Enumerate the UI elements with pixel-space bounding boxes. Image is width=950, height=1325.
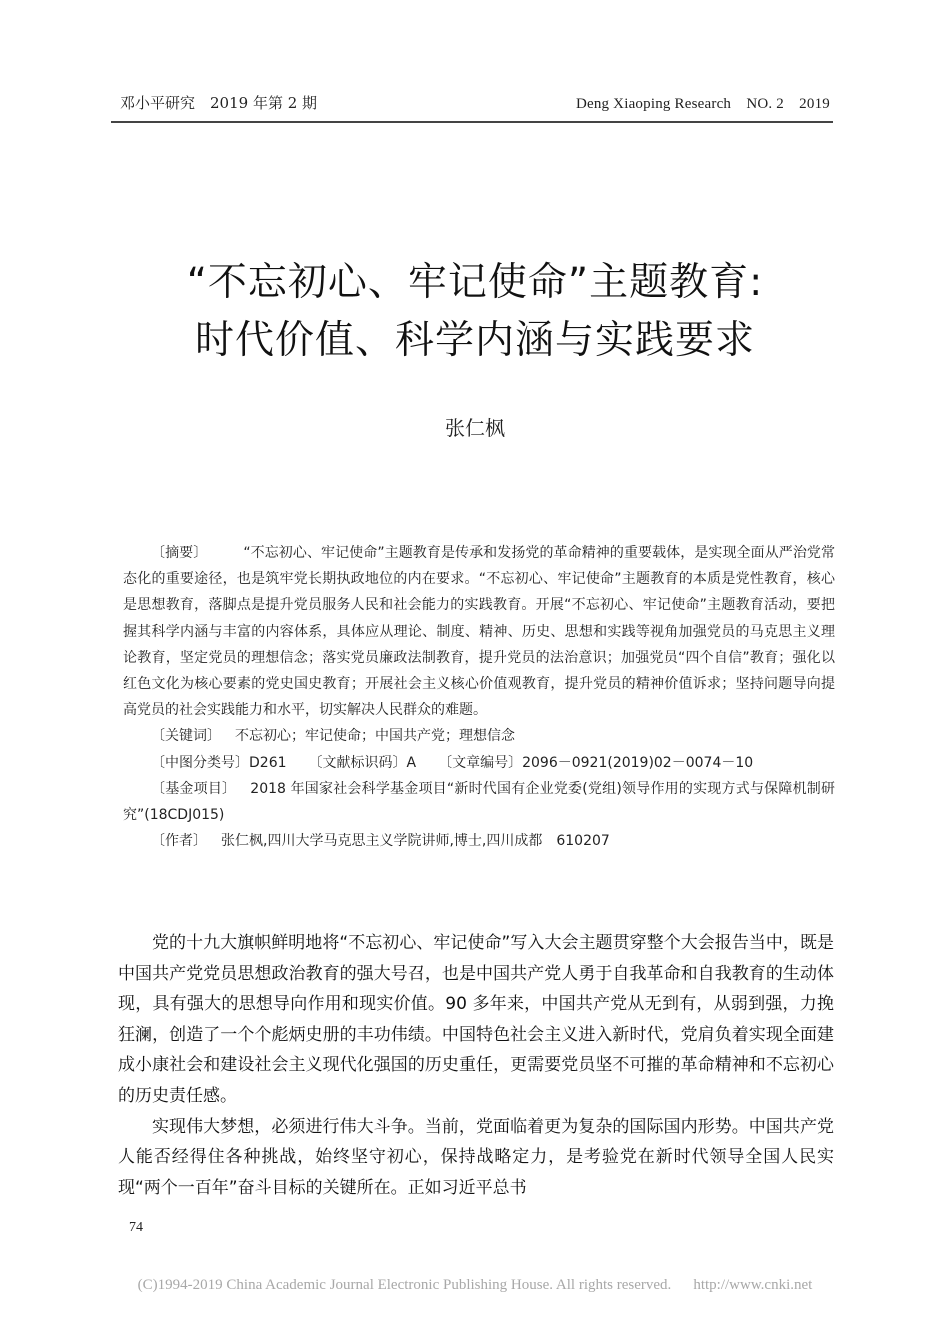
journal-name-cn: 邓小平研究 2019 年第 2 期 xyxy=(120,94,318,112)
body-paragraph-1: 党的十九大旗帜鲜明地将“不忘初心、牢记使命”写入大会主题贯穿整个大会报告当中，既是中国共产党党员思想政治教育的强大号召，也是中国共产党人勇于自我革命和自我教育的生动体现，具有强大的思想导向作用和现实价值。90 多年来，中国共产党从无到有，从弱到强，力挽狂澜，创造了一个个彪炳史册的丰功伟绩。中国特色社会主义进入新时代，党肩负着实现全面建成小康社会和建设社会主义现代化强国的历史重任，更需要党员坚不可摧的革命精神和不忘初心的历史责任感。 xyxy=(118,933,834,1106)
keywords xyxy=(123,723,835,749)
title-line-1: “不忘初心、牢记使命”主题教育: xyxy=(186,260,764,306)
keywords-label: 〔关键词〕 xyxy=(151,728,221,745)
doc-code-label: 〔文献标识码〕 xyxy=(308,754,407,771)
clc-value: D261 xyxy=(249,754,287,771)
abstract-block xyxy=(123,540,835,854)
copyright-text: (C)1994-2019 China Academic Journal Electronic Publishing House. All rights reserved. xyxy=(137,1277,672,1293)
title-line-2: 时代价值、科学内涵与实践要求 xyxy=(194,318,755,364)
fund xyxy=(123,776,835,828)
author-info-label: 〔作者〕 xyxy=(151,833,207,850)
header-rule xyxy=(111,121,833,123)
author-name: 张仁枫 xyxy=(445,416,505,440)
author-info xyxy=(123,828,835,854)
footer-url[interactable]: http://www.cnki.net xyxy=(693,1277,813,1293)
abstract-text: “不忘初心、牢记使命”主题教育是传承和发扬党的革命精神的重要载体，是实现全面从严治党常态化的重要途径，也是筑牢党长期执政地位的内在要求。“不忘初心、牢记使命”主题教育的本质是党性教育，核心是思想教育，落脚点是提升党员服务人民和社会能力的实践教育。开展“不忘初心、牢记使命”主题教育活动，要把握其科学内涵与丰富的内容体系，具体应从理论、制度、精神、历史、思想和实践等视角加强党员的马克思主义理论教育，坚定党员的理想信念；落实党员廉政法制教育，提升党员的法治意识；加强党员“四个自信”教育；强化以红色文化为核心要素的党史国史教育；开展社会主义核心价值观教育，提升党员的精神价值诉求；坚持问题导向提高党员的社会实践能力和水平，切实解决人民群众的难题。 xyxy=(123,545,835,719)
article-no-label: 〔文章编号〕 xyxy=(438,754,523,771)
fund-label: 〔基金项目〕 xyxy=(151,780,237,797)
body-paragraph-2: 实现伟大梦想，必须进行伟大斗争。当前，党面临着更为复杂的国际国内形势。中国共产党人能否经得住各种挑战，始终坚守初心，保持战略定力，是考验党在新时代领导全国人民实现“两个一百年”奋斗目标的关键所在。正如习近平总书 xyxy=(118,1116,834,1198)
classification xyxy=(123,750,835,776)
copyright-footer xyxy=(0,1277,950,1294)
author-info-text: 张仁枫,四川大学马克思主义学院讲师,博士,四川成都 610207 xyxy=(221,833,610,850)
keywords-text: 不忘初心；牢记使命；中国共产党；理想信念 xyxy=(235,728,515,745)
page-number: 74 xyxy=(129,1220,143,1235)
article-no-value: 2096－0921(2019)02－0074－10 xyxy=(522,754,754,771)
body-text xyxy=(118,928,834,1203)
article-title xyxy=(0,254,950,370)
abstract xyxy=(123,540,835,723)
abstract-label: 〔摘要〕 xyxy=(151,545,208,561)
clc-label: 〔中图分类号〕 xyxy=(151,754,249,771)
running-header xyxy=(120,92,830,113)
doc-code-value: A xyxy=(406,754,417,771)
journal-name-en: Deng Xiaoping Research NO. 2 2019 xyxy=(575,96,830,112)
fund-text: 2018 年国家社会科学基金项目“新时代国有企业党委(党组)领导作用的实现方式与保障机制研究”(18CDJ015) xyxy=(123,780,835,824)
